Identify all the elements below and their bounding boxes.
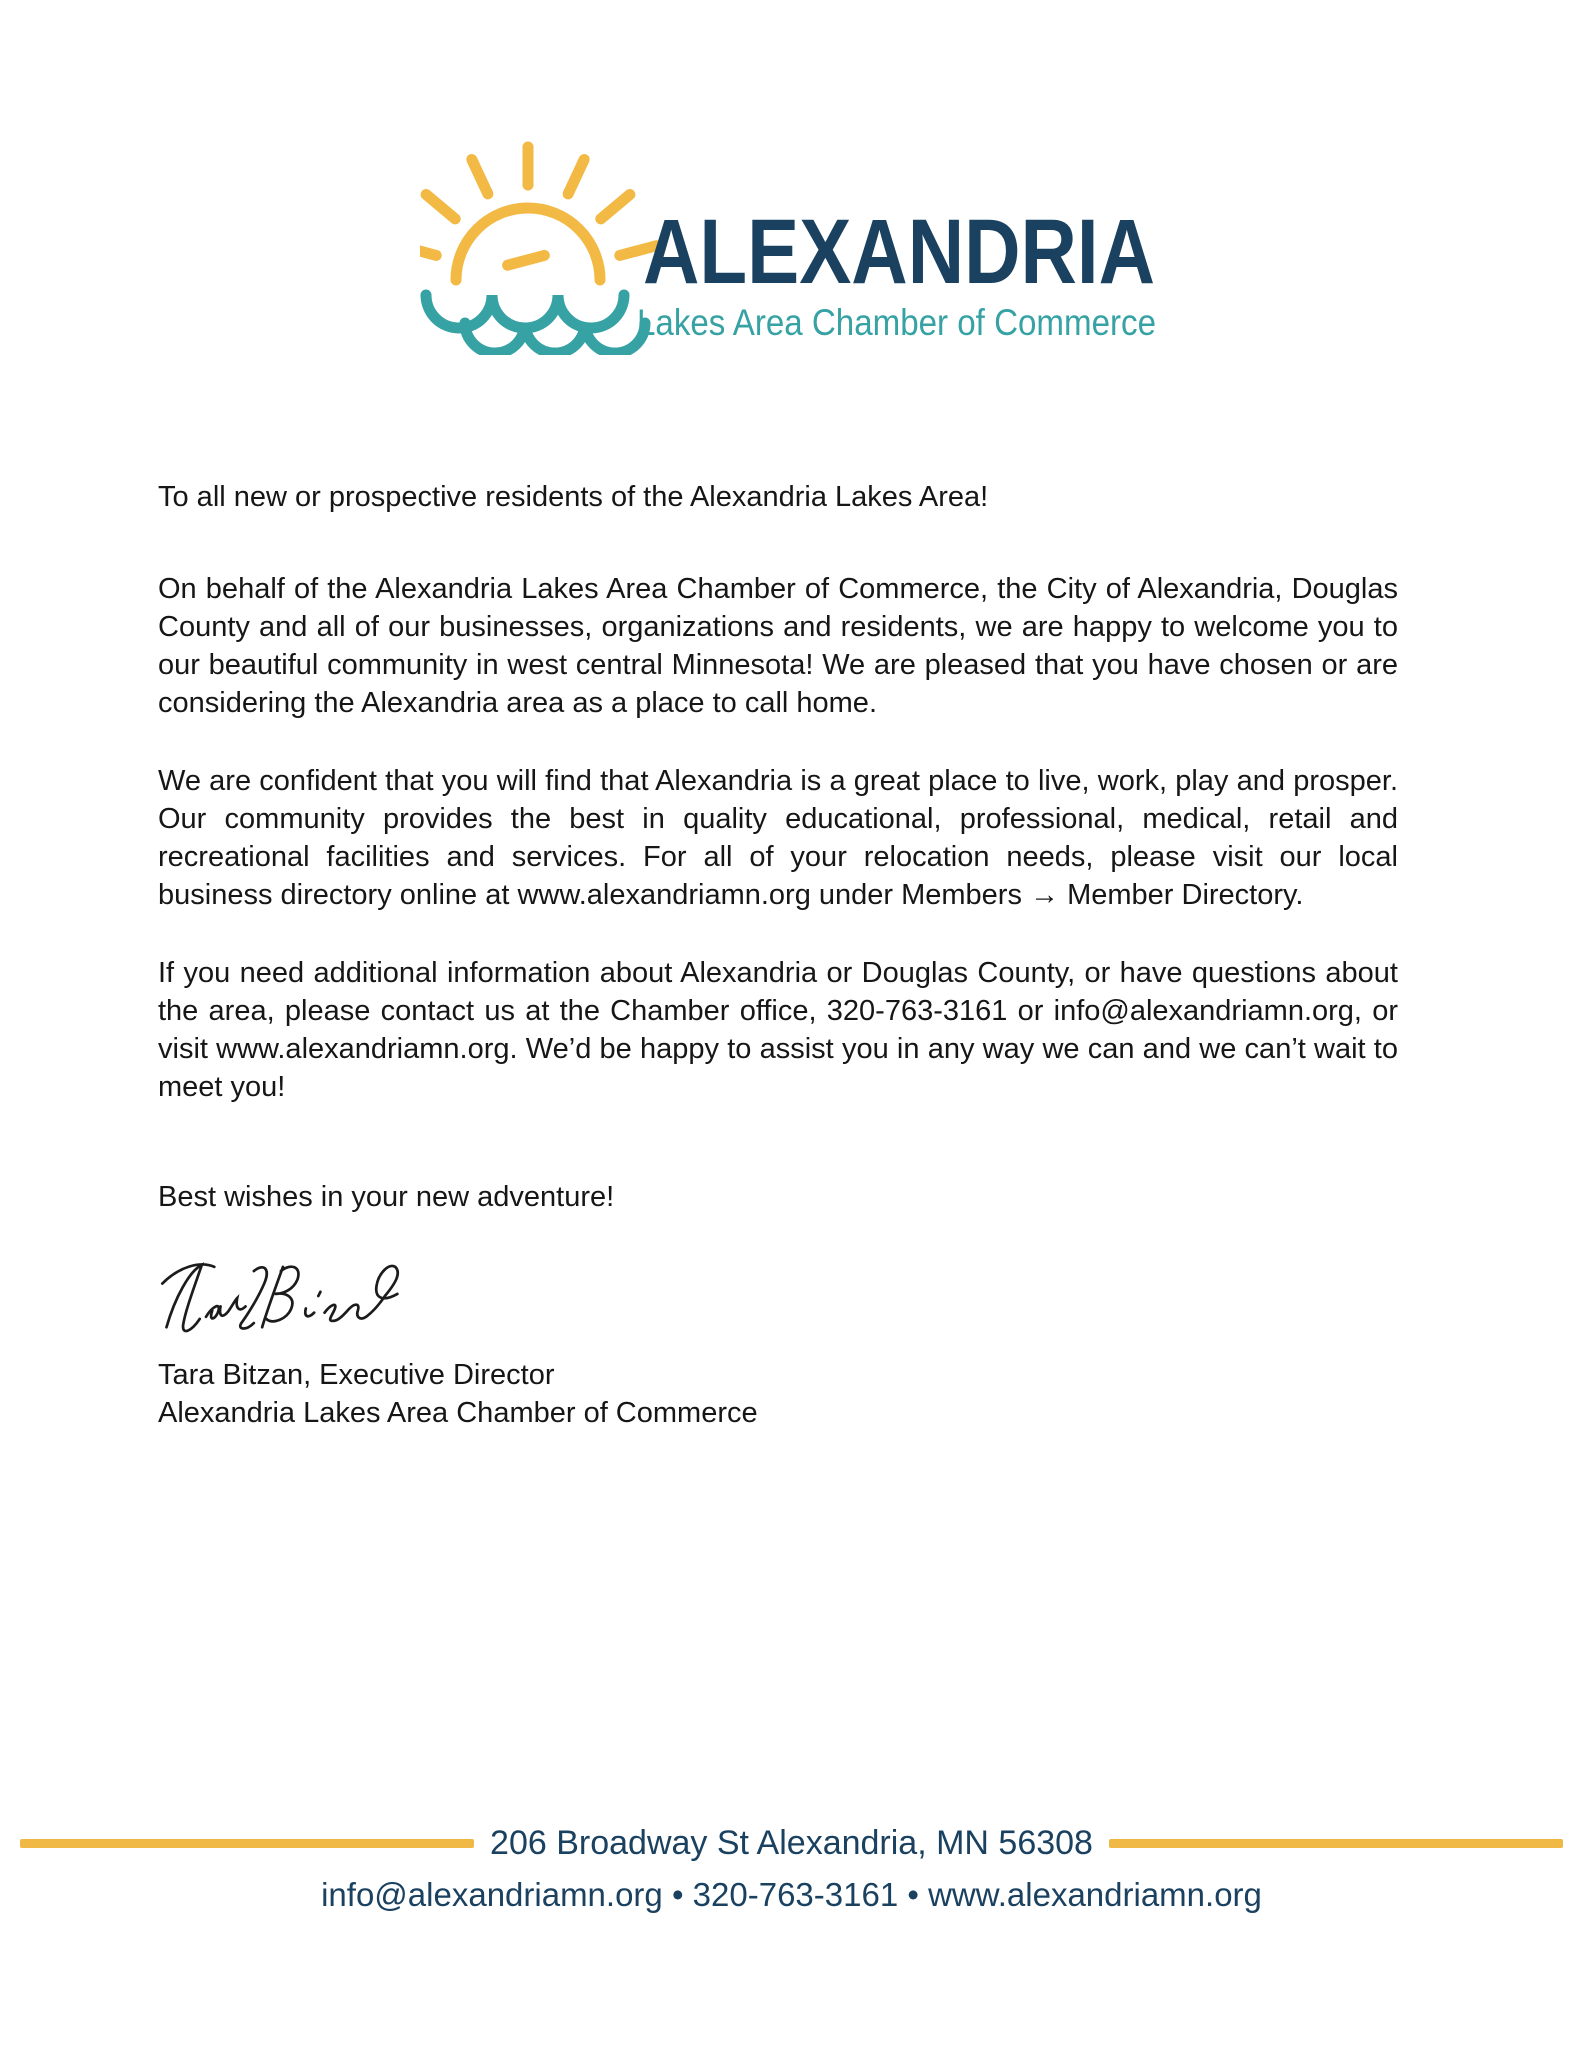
footer-divider-right — [1109, 1839, 1563, 1848]
footer-address: 206 Broadway St Alexandria, MN 56308 — [490, 1824, 1093, 1862]
body-paragraph-1: On behalf of the Alexandria Lakes Area Chamber of Commerce, the City of Alexandria, Douglas County and all of our businesses, organizations and residents, we are happy to welcome you to our beautiful community in west central Minnesota! We are pleased that you have chosen or are considering the Alexandria area as a place to call home. — [158, 573, 1398, 719]
body-paragraph-2: We are confident that you will find that Alexandria is a great place to live, work, play and prosper. Our community provides the best in quality educational, professional, medical, retail and recreational facilities and services. For all of your relocation needs, please visit our local business directory online at www.alexandriamn.org under Members → Member Directory. — [158, 765, 1398, 911]
footer-address-row — [0, 1822, 1583, 1864]
handwritten-signature-icon — [154, 1244, 414, 1348]
waves-icon — [426, 295, 645, 353]
signer-organization: Alexandria Lakes Area Chamber of Commerce — [158, 1397, 758, 1429]
salutation: To all new or prospective residents of the Alexandria Lakes Area! — [158, 481, 989, 513]
closing-line: Best wishes in your new adventure! — [158, 1181, 615, 1213]
footer-contact-line: info@alexandriamn.org • 320-763-3161 • www.alexandriamn.org — [321, 1876, 1262, 1913]
footer — [0, 1822, 1583, 1916]
sun-rays-icon — [491, 255, 544, 280]
chamber-logo — [420, 95, 1200, 355]
letter-body — [158, 478, 1398, 1432]
footer-divider-left — [20, 1839, 474, 1848]
logo-wordmark: ALEXANDRIA — [643, 201, 1155, 303]
signature-image — [154, 1244, 414, 1348]
signer-name-title: Tara Bitzan, Executive Director — [158, 1359, 555, 1391]
body-paragraph-3: If you need additional information about Alexandria or Douglas County, or have questions about the area, please contact us at the Chamber office, 320-763-3161 or info@alexandriamn.org, or visit www.alexandriamn.org. We’d be happy to assist you in any way we can and we can’t wait to meet you! — [158, 957, 1398, 1103]
logo-tagline: Lakes Area Chamber of Commerce — [637, 302, 1156, 343]
sun-waves-logo-icon — [420, 95, 1200, 355]
